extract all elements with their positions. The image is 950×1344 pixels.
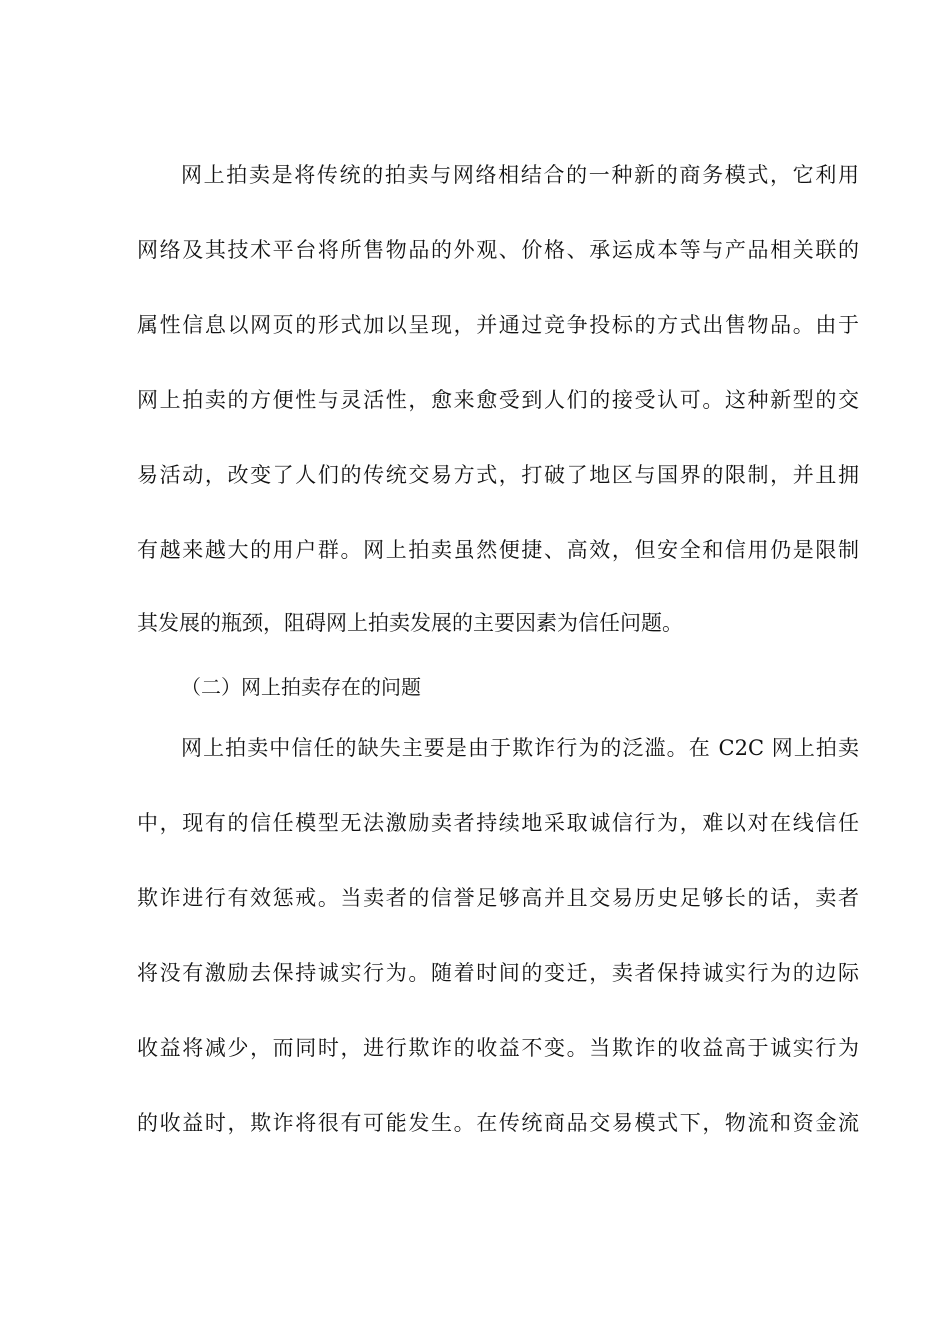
paragraph-1-line: 网上拍卖的方便性与灵活性，愈来愈受到人们的接受认可。这种新型的交	[137, 388, 859, 412]
paragraph-2-line: 收益将减少，而同时，进行欺诈的收益不变。当欺诈的收益高于诚实行为	[137, 1036, 859, 1060]
paragraph-1-line: 易活动，改变了人们的传统交易方式，打破了地区与国界的限制，并且拥	[137, 463, 859, 487]
paragraph-2-line: 的收益时，欺诈将很有可能发生。在传统商品交易模式下，物流和资金流	[137, 1111, 859, 1135]
paragraph-2-line: 中，现有的信任模型无法激励卖者持续地采取诚信行为，难以对在线信任	[137, 811, 859, 835]
section-heading: （二）网上拍卖存在的问题	[181, 675, 421, 699]
paragraph-2-line: 将没有激励去保持诚实行为。随着时间的变迁，卖者保持诚实行为的边际	[137, 961, 859, 985]
paragraph-1-line: 网上拍卖是将传统的拍卖与网络相结合的一种新的商务模式，它利用	[181, 163, 859, 187]
paragraph-2-line: 网上拍卖中信任的缺失主要是由于欺诈行为的泛滥。在 C2C 网上拍卖	[181, 736, 859, 760]
paragraph-2-line: 欺诈进行有效惩戒。当卖者的信誉足够高并且交易历史足够长的话，卖者	[137, 886, 859, 910]
paragraph-1-line: 其发展的瓶颈，阻碍网上拍卖发展的主要因素为信任问题。	[137, 611, 683, 635]
paragraph-1-line: 属性信息以网页的形式加以呈现，并通过竞争投标的方式出售物品。由于	[137, 313, 859, 337]
paragraph-1-line: 有越来越大的用户群。网上拍卖虽然便捷、高效，但安全和信用仍是限制	[137, 538, 859, 562]
paragraph-1-line: 网络及其技术平台将所售物品的外观、价格、承运成本等与产品相关联的	[137, 238, 859, 262]
